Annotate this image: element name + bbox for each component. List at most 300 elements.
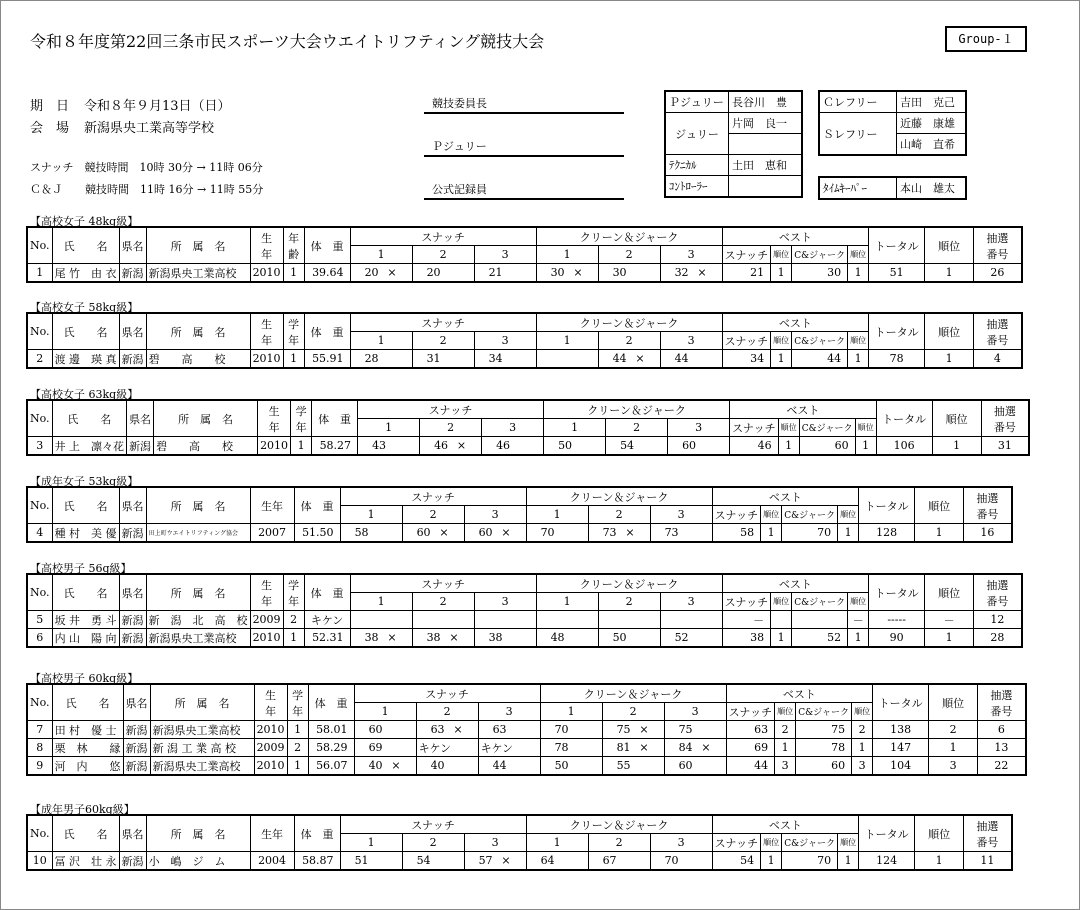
snatch-attempt-3 [482,437,544,456]
athlete-grade: 1 [283,350,304,369]
best-cj-rank: 3 [852,757,873,776]
cj-group-header: クリーン＆ジャーク [540,684,726,703]
lot-number: 11 [964,852,1012,871]
total: 138 [873,721,929,739]
best-cj-rank: 1 [838,524,859,543]
lot-header-b: 番号 [986,594,1009,608]
snatch-attempt-3-fail-mark: × [501,526,511,539]
results-table [26,226,1023,283]
best-cj-header: C&ジャーク [792,246,848,264]
section-label: 【高校男子 60kg級】 [30,672,139,685]
rank: 1 [915,524,964,543]
cj-time: Ｃ＆Ｊ 競技時間 11時 16分 → 11時 55分 [30,183,264,196]
athlete-grade: 1 [283,629,304,648]
col-club-header: 所 属 名 [146,574,250,611]
cj-attempt-3 [660,264,722,283]
lot-number: 13 [978,739,1026,757]
cj-group-header: クリーン＆ジャーク [536,227,722,246]
athlete-name: 田 村 優 士 [52,721,123,739]
best-snatch-rank: 1 [761,524,782,543]
cj-attempt-1-value: 70 [540,526,555,539]
cj-attempt-2 [602,721,664,739]
row-no: 1 [27,264,52,283]
snatch-group-header: スナッチ [340,815,526,834]
col-name-header: 氏 名 [52,227,119,264]
best-cj-rank: 1 [848,350,869,369]
best-snatch-rank-header: 順位 [761,834,782,852]
cj-attempt-2-value: 67 [602,854,617,867]
rank: 1 [915,852,964,871]
best-cj: 30 [792,264,848,283]
birth-header-b: 年 [261,333,273,347]
jury-label: ジュリー [665,113,729,155]
col-grade-header [283,313,304,350]
col-weight-header: 体 重 [304,313,350,350]
col-lot-header [974,574,1022,611]
snatch-attempt-1 [354,739,416,757]
birth-header-b: 年 [261,247,273,261]
cj-attempt-3 [650,524,712,543]
birth-header-b: 年 [265,704,277,718]
col-name-header: 氏 名 [52,574,119,611]
cj-attempt-2-value: 30 [612,266,627,279]
athlete-grade: 2 [287,739,308,757]
athlete-club: 新潟県央工業高校 [150,757,254,776]
snatch-attempt-3-value: 38 [488,631,503,644]
col-pref-header: 県名 [119,487,146,524]
snatch-attempt-2 [412,350,474,369]
best-cj-header: C&ジャーク [796,703,852,721]
snatch-attempt-1 [358,437,420,456]
lot-number: 16 [964,524,1012,543]
cj-attempt-1-value: 50 [558,439,573,452]
athlete-pref: 新潟 [123,757,150,776]
best-snatch-rank-header: 順位 [775,703,796,721]
lot-number: 22 [978,757,1026,776]
lot-header-b: 番号 [986,247,1009,261]
athlete-age: 1 [283,264,304,283]
cj-attempt-1-value: 70 [554,723,569,736]
snatch-attempt-3 [474,611,536,629]
best-snatch-rank-header: 順位 [778,419,799,437]
table-row [27,437,1029,456]
cj-attempt-2-header: 2 [598,593,660,611]
athlete-name: 坂 井 勇 斗 [52,611,119,629]
athlete-pref: 新潟 [127,437,154,456]
athlete-pref: 新潟 [119,629,146,648]
snatch-attempt-2-header: 2 [412,332,474,350]
rank: 3 [929,757,978,776]
lot-number: 6 [978,721,1026,739]
snatch-attempt-3-header: 3 [474,246,536,264]
athlete-name: 冨 沢 壮 永 [52,852,119,871]
col-pref-header: 県名 [119,574,146,611]
best-snatch-rank: 1 [771,629,792,648]
cj-attempt-1-header: 1 [526,834,588,852]
cj-attempt-2-header: 2 [598,332,660,350]
cj-attempt-3-header: 3 [660,332,722,350]
cj-attempt-1-value: 64 [540,854,555,867]
col-lot-header [964,815,1012,852]
snatch-attempt-3-fail-mark: × [501,854,511,867]
best-snatch: 69 [726,739,775,757]
snatch-group-header: スナッチ [358,400,544,419]
cj-group-header: クリーン＆ジャーク [526,815,712,834]
best-cj: 44 [792,350,848,369]
cj-attempt-3 [664,739,726,757]
snatch-attempt-3-header: 3 [478,703,540,721]
snatch-attempt-3-header: 3 [464,506,526,524]
cj-attempt-3-value: 32 [674,266,689,279]
table-row [27,611,1022,629]
snatch-attempt-3-value: キケン [480,741,514,755]
group-label: Group-１ [945,26,1027,52]
snatch-attempt-3-header: 3 [464,834,526,852]
best-snatch-rank-header: 順位 [761,506,782,524]
cj-attempt-3 [664,721,726,739]
snatch-attempt-2-fail-mark: × [456,439,467,452]
col-lot-header [974,227,1022,264]
col-no-header: No. [27,684,52,721]
best-cj-rank: 1 [848,264,869,283]
cj-attempt-1 [540,721,602,739]
col-name-header: 氏 名 [52,313,119,350]
snatch-attempt-1-fail-mark: × [391,759,401,772]
athlete-name: 河 内 悠 [52,757,123,776]
best-cj: 70 [782,852,838,871]
total: 78 [869,350,925,369]
date-value: 令和８年９月13日（日） [84,99,231,114]
header-row [27,684,1026,703]
best-snatch-rank: 1 [778,437,799,456]
athlete-weight: 51.50 [294,524,340,543]
lot-number: 26 [974,264,1022,283]
snatch-attempt-1-header: 1 [340,506,402,524]
col-total-header: トータル [869,574,925,611]
best-cj-rank-header: 順位 [848,332,869,350]
grade-header-b: 年 [292,704,304,718]
cj-attempt-2-fail-mark: × [639,741,649,754]
best-snatch-rank: 1 [771,264,792,283]
cj-attempt-3-value: 84 [678,741,693,754]
snatch-attempt-1-header: 1 [340,834,402,852]
best-cj: 60 [796,757,852,776]
cj-attempt-2-value: 75 [616,723,631,736]
lot-header-b: 番号 [993,420,1016,434]
athlete-grade: 1 [287,757,308,776]
cj-attempt-1-fail-mark: × [573,266,583,279]
best-cj-rank-header: 順位 [838,506,859,524]
age-header-b: 齢 [288,247,300,261]
cj-attempt-3-header: 3 [650,506,712,524]
snatch-attempt-1-header: 1 [354,703,416,721]
results-table [26,814,1013,871]
snatch-attempt-1 [354,757,416,776]
best-cj-rank-header: 順位 [852,703,873,721]
cj-attempt-2-header: 2 [588,834,650,852]
best-snatch-rank: 2 [775,721,796,739]
athlete-birthyear: 2010 [250,264,283,283]
snatch-attempt-1-value: 51 [354,854,369,867]
best-cj-rank: 1 [848,629,869,648]
best-snatch-header: スナッチ [712,834,761,852]
best-snatch-rank: 3 [775,757,796,776]
cj-attempt-2-fail-mark: × [639,723,649,736]
best-snatch-rank-header: 順位 [771,246,792,264]
total: ----- [869,611,925,629]
col-lot-header [978,684,1026,721]
col-total-header: トータル [869,313,925,350]
chair-label: 競技委員長 [432,97,487,110]
athlete-club: 新潟県央工業高校 [146,264,250,283]
total: 124 [859,852,915,871]
s-ref-name-1: 近藤 康雄 [897,113,967,134]
lot-number: 12 [974,611,1022,629]
best-cj: 52 [792,629,848,648]
cj-attempt-1-value: 48 [550,631,565,644]
athlete-birthyear: 2010 [254,757,287,776]
cj-attempt-3 [668,437,730,456]
grade-header-a: 学 [295,404,307,418]
snatch-attempt-2-value: 60 [416,526,431,539]
snatch-attempt-2 [412,611,474,629]
col-birth-header [254,684,287,721]
lot-number: 4 [974,350,1022,369]
col-rank-header: 順位 [915,487,964,524]
snatch-attempt-1-fail-mark: × [387,266,397,279]
col-rank-header: 順位 [925,227,974,264]
cj-attempt-1-header: 1 [544,419,606,437]
cj-attempt-3-header: 3 [664,703,726,721]
snatch-attempt-2-value: 38 [426,631,441,644]
cj-attempt-3-header: 3 [650,834,712,852]
col-grade-header [287,684,308,721]
best-group-header: ベスト [712,815,859,834]
snatch-attempt-1-header: 1 [358,419,420,437]
col-lot-header [981,400,1029,437]
col-lot-header [964,487,1012,524]
athlete-pref: 新潟 [119,611,146,629]
pjury-signature-line [424,155,624,157]
athlete-birthyear: 2010 [250,350,283,369]
snatch-attempt-1-header: 1 [350,332,412,350]
grade-header-a: 学 [292,688,304,702]
table-row [27,264,1022,283]
results-table [26,486,1013,543]
col-weight-header: 体 重 [308,684,354,721]
referee-table [818,90,967,156]
cj-attempt-3-value: 44 [674,352,689,365]
c-ref-name: 吉田 克己 [897,91,967,113]
table-row [27,524,1012,543]
athlete-birthyear: 2004 [250,852,294,871]
best-group-header: ベスト [722,227,869,246]
snatch-attempt-3-header: 3 [482,419,544,437]
recorder-label: 公式記録員 [432,183,487,196]
snatch-attempt-2 [420,437,482,456]
birth-header-a: 生 [268,404,280,418]
birth-header-b: 年 [261,594,273,608]
snatch-attempt-1-value: 43 [372,439,387,452]
best-cj-rank: 2 [852,721,873,739]
grade-header-a: 学 [288,317,300,331]
athlete-weight: 52.31 [304,629,350,648]
rank: 1 [925,350,974,369]
birth-header-a: 生 [261,578,273,592]
best-cj-rank: 1 [852,739,873,757]
total: 90 [869,629,925,648]
tech-name: 土田 恵和 [729,155,803,176]
athlete-name: 種 村 美 優 [52,524,119,543]
date-label: 期 日 [30,99,70,114]
cj-attempt-3-header: 3 [660,593,722,611]
athlete-weight: 56.07 [308,757,354,776]
table-row [27,757,1026,776]
cj-attempt-2-header: 2 [606,419,668,437]
s-ref-name-2: 山崎 直希 [897,134,967,156]
cj-attempt-1 [526,524,588,543]
snatch-attempt-2-fail-mark: × [449,631,459,644]
cj-attempt-3 [660,350,722,369]
officials-table [664,90,803,198]
cj-attempt-2-fail-mark: × [625,526,635,539]
snatch-attempt-2-value: 40 [430,759,445,772]
snatch-attempt-3-value: 57 [478,854,493,867]
cj-attempt-2-value: 73 [602,526,617,539]
snatch-attempt-2-value: キケン [418,741,452,755]
timekeeper-label: ﾀｲﾑｷｰﾊﾟｰ [819,177,897,199]
total: 106 [876,437,932,456]
snatch-attempt-1-value: 60 [368,723,383,736]
cj-attempt-2 [602,739,664,757]
cj-attempt-1 [536,629,598,648]
athlete-birthyear: 2009 [254,739,287,757]
snatch-group-header: スナッチ [340,487,526,506]
cj-attempt-3-header: 3 [660,246,722,264]
best-snatch-header: スナッチ [722,332,771,350]
cj-attempt-3-fail-mark: × [697,266,707,279]
snatch-attempt-1-value: 58 [354,526,369,539]
lot-number: 31 [981,437,1029,456]
cj-attempt-1-value: 78 [554,741,569,754]
snatch-attempt-2 [412,264,474,283]
cj-attempt-2 [602,757,664,776]
col-birth-header [250,313,283,350]
snatch-attempt-3-value: 63 [492,723,507,736]
best-snatch: 58 [712,524,761,543]
col-rank-header: 順位 [925,313,974,350]
col-name-header: 氏 名 [52,684,123,721]
pjury-label: Ｐジュリー [665,91,729,113]
cj-attempt-3-header: 3 [668,419,730,437]
snatch-attempt-3-value: 44 [492,759,507,772]
s-ref-label: Ｓレフリー [819,113,897,156]
athlete-birthyear: 2010 [250,629,283,648]
cj-attempt-1 [536,264,598,283]
cj-attempt-1-header: 1 [536,593,598,611]
snatch-attempt-3 [478,739,540,757]
cj-attempt-2-value: 50 [612,631,627,644]
cj-attempt-3-value: 73 [664,526,679,539]
athlete-club: 新 潟 工 業 高 校 [150,739,254,757]
col-birth-header [250,227,283,264]
rank: 1 [925,629,974,648]
row-no: 10 [27,852,52,871]
snatch-group-header: スナッチ [350,313,536,332]
snatch-attempt-2-header: 2 [420,419,482,437]
snatch-attempt-1 [350,264,412,283]
row-no: 2 [27,350,52,369]
best-cj-header: C&ジャーク [792,593,848,611]
cj-attempt-2 [588,852,650,871]
section-label: 【高校女子 48kg級】 [30,215,139,228]
row-no: 5 [27,611,52,629]
best-snatch: 63 [726,721,775,739]
section-label: 【成年女子 53kg級】 [30,475,139,488]
lot-header-a: 抽選 [986,578,1009,592]
best-cj-header: C&ジャーク [782,834,838,852]
birth-header-a: 生 [265,688,277,702]
snatch-group-header: スナッチ [350,574,536,593]
header-row [27,400,1029,419]
athlete-birthyear: 2009 [250,611,283,629]
athlete-grade: 1 [291,437,312,456]
col-birth-header [258,400,291,437]
snatch-attempt-1 [350,611,412,629]
snatch-attempt-1-value: 38 [364,631,379,644]
results-table [26,399,1030,456]
snatch-attempt-2-fail-mark: × [439,526,449,539]
tech-name-blank [729,176,803,198]
athlete-pref: 新潟 [123,721,150,739]
venue-value: 新潟県央工業高等学校 [84,121,215,136]
cj-attempt-1 [526,852,588,871]
snatch-attempt-2 [416,757,478,776]
best-snatch: 44 [726,757,775,776]
snatch-attempt-1-value: 40 [368,759,383,772]
athlete-birthyear: 2010 [258,437,291,456]
recorder-signature-line [424,198,624,200]
col-lot-header [974,313,1022,350]
rank: 1 [929,739,978,757]
best-snatch-rank: 1 [775,739,796,757]
birth-header-b: 年 [268,420,280,434]
col-rank-header: 順位 [932,400,981,437]
lot-number: 28 [974,629,1022,648]
pjury-sign-label: Ｐジュリー [432,140,487,153]
cj-attempt-3-value: 70 [664,854,679,867]
section-label: 【高校男子 56g級】 [30,562,132,575]
rank: － [925,611,974,629]
section-label: 【高校女子 58kg級】 [30,301,139,314]
cj-group-header: クリーン＆ジャーク [536,313,722,332]
snatch-attempt-3-value: 34 [488,352,503,365]
best-snatch-rank [771,611,792,629]
best-snatch: － [722,611,771,629]
cj-attempt-1-header: 1 [540,703,602,721]
col-club-header: 所 属 名 [146,815,250,852]
best-cj-header: C&ジャーク [782,506,838,524]
snatch-attempt-1 [340,852,402,871]
venue-label: 会 場 [30,121,70,136]
col-club-header: 所 属 名 [146,227,250,264]
table-row [27,852,1012,871]
best-cj: 75 [796,721,852,739]
best-cj-header: C&ジャーク [799,419,855,437]
col-age-header [283,227,304,264]
snatch-attempt-2-header: 2 [412,593,474,611]
athlete-club: 新潟県央工業高校 [146,629,250,648]
